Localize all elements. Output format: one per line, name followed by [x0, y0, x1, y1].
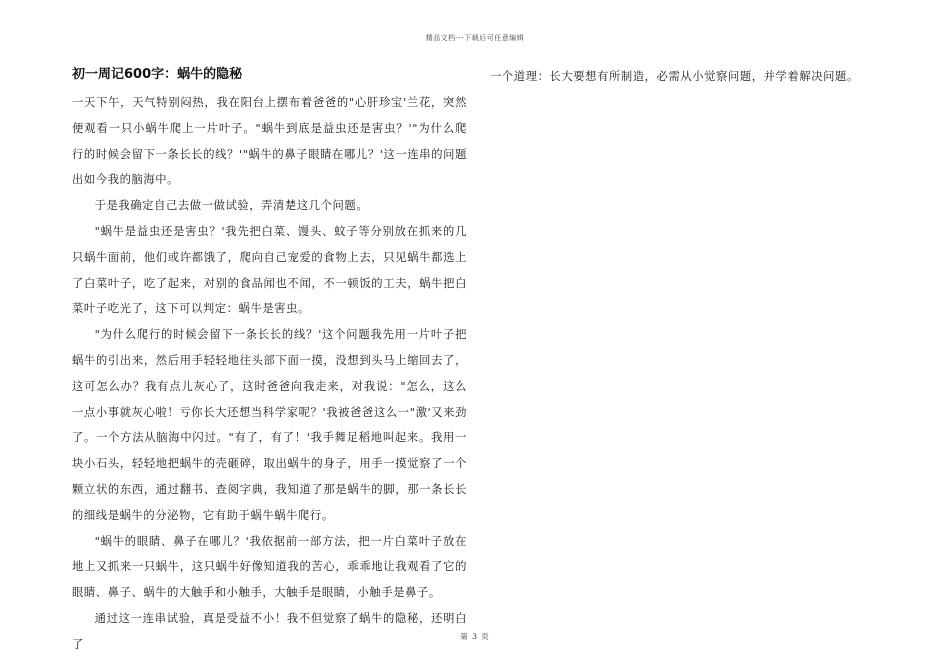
paragraph-6: 通过这一连串试验，真是受益不小！我不但觉察了蜗牛的隐秘，还明白了 — [72, 611, 467, 651]
paragraph-3: "蜗牛是益虫还是害虫？'我先把白菜、馒头、蚊子等分别放在抓来的几只蜗牛面前，他们或许都饿了，爬向自己宠爱的食物上去，只见蜗牛都选上了白菜叶子，吃了起来，对别的食品闻也不闻，不一顿饭的工夫，蜗牛把白菜叶子吃光了，这下可以判定：蜗牛是害虫。 — [72, 224, 467, 316]
paragraph-5: "蜗牛的眼睛、鼻子在哪儿？'我依据前一部方法，把一片白菜叶子放在地上又抓来一只蜗牛，这只蜗牛好像知道我的苦心，乖乖地让我观看了它的眼睛、鼻子、蜗牛的大触手和小触手，大触手是眼睛，小触手是鼻子。 — [72, 534, 467, 600]
paragraph-2: 于是我确定自己去做一做试验，弄清楚这几个问题。 — [94, 199, 369, 213]
paragraph-4: "为什么爬行的时候会留下一条长长的线？'这个问题我先用一片叶子把蜗牛的引出来，然后用手轻轻地往头部下面一摸，没想到头马上缩回去了，这可怎么办？我有点儿灰心了，这时爸爸向我走来，对我说："怎么，这么一点小事就灰心啦！亏你长大还想当科学家呢？'我被爸爸这么一"激'又来劲了。一个方法从脑海中闪过。"有了，有了！'我手舞足稻地叫起来。我用一块小石头，轻轻地把蜗牛的壳砸碎，取出蜗牛的身子，用手一摸觉察了一个颗立状的东西，通过翻书、查阅字典，我知道了那是蜗牛的脚，那一条长长的细线是蜗牛的分泌物，它有助于蜗牛蜗牛爬行。 — [72, 328, 467, 522]
right-column — [490, 64, 910, 90]
paragraph-continuation: 一个道理：长大要想有所制造，必需从小觉察问题，并学着解决问题。 — [490, 70, 859, 83]
left-column — [72, 64, 467, 658]
page-number: 第 3 页 — [460, 632, 490, 641]
article-title: 初一周记600字：蜗牛的隐秘 — [72, 67, 243, 82]
page-header-note: 精品文档---下载后可任意编辑 — [425, 34, 525, 42]
paragraph-1: 一天下午，天气特别闷热，我在阳台上摆布着爸爸的"心肝珍宝'兰花，突然便观看一只小蜗牛爬上一片叶子。"蜗牛到底是益虫还是害虫？'"为什么爬行的时候会留下一条长长的线？'"蜗牛的鼻子眼睛在哪儿？'这一连串的问题出如今我的脑海中。 — [72, 96, 467, 187]
